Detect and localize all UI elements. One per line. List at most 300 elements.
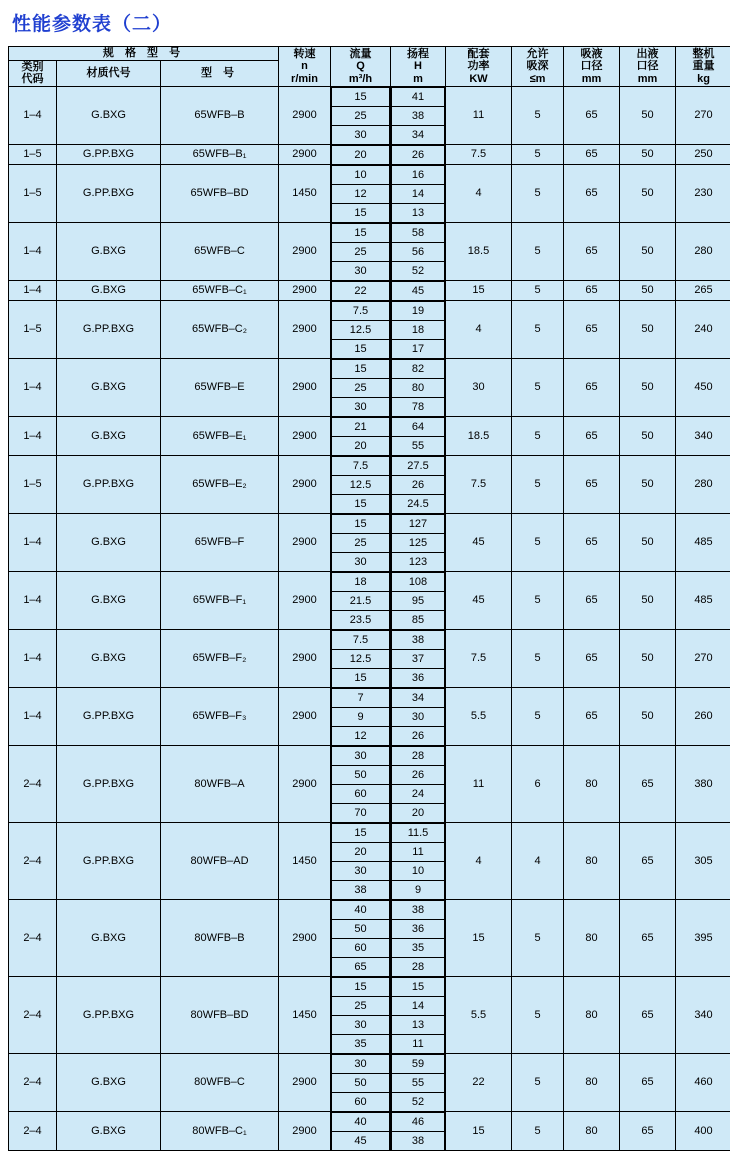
- cell-material-code: G.PP.BXG: [57, 164, 161, 222]
- cell-material-code: G.PP.BXG: [57, 745, 161, 822]
- cell-flow-value: 38: [332, 880, 390, 899]
- table-row: [9, 222, 730, 280]
- cell-category-code: 2–4: [9, 976, 57, 1053]
- cell-inlet: 65: [564, 687, 620, 745]
- cell-flow-value: 7: [332, 688, 390, 707]
- cell-weight: 260: [676, 687, 730, 745]
- cell-inlet: 65: [564, 280, 620, 300]
- cell-power: 18.5: [446, 416, 512, 455]
- cell-material-code: G.BXG: [57, 1053, 161, 1111]
- table-row: [9, 687, 730, 745]
- cell-flow-value: 50: [332, 1073, 390, 1092]
- header-row-1: [9, 47, 730, 61]
- cell-head-value: 19: [392, 301, 445, 320]
- table-row: [9, 1111, 730, 1150]
- cell-head-value: 55: [392, 1073, 445, 1092]
- cell-head: [391, 976, 446, 1053]
- table-row: [9, 455, 730, 513]
- cell-power: 7.5: [446, 629, 512, 687]
- cell-flow-value: 15: [332, 668, 390, 687]
- table-row: [9, 822, 730, 899]
- cell-head: [391, 822, 446, 899]
- cell-category-code: 2–4: [9, 745, 57, 822]
- cell-inlet: 65: [564, 144, 620, 164]
- cell-weight: 265: [676, 280, 730, 300]
- cell-head-value: 26: [392, 726, 445, 745]
- cell-category-code: 2–4: [9, 1053, 57, 1111]
- cell-head-value: 52: [392, 261, 445, 280]
- cell-flow: [331, 513, 391, 571]
- cell-model: 80WFB–C₁: [161, 1111, 279, 1150]
- cell-flow: [331, 86, 391, 144]
- cell-flow-value: 25: [332, 378, 390, 397]
- header-category-code: 类别 代码: [9, 60, 57, 86]
- cell-head-value: 55: [392, 436, 445, 455]
- cell-power: 4: [446, 164, 512, 222]
- cell-head: [391, 416, 446, 455]
- cell-model: 65WFB–C₂: [161, 300, 279, 358]
- cell-head-value: 123: [392, 552, 445, 571]
- cell-speed: 2900: [279, 358, 331, 416]
- cell-head: [391, 899, 446, 976]
- cell-flow-value: 7.5: [332, 630, 390, 649]
- cell-flow: [331, 222, 391, 280]
- cell-speed: 2900: [279, 1111, 331, 1150]
- cell-head-value: 58: [392, 223, 445, 242]
- cell-weight: 395: [676, 899, 730, 976]
- cell-head-value: 82: [392, 359, 445, 378]
- cell-speed: 2900: [279, 629, 331, 687]
- cell-power: 30: [446, 358, 512, 416]
- cell-weight: 450: [676, 358, 730, 416]
- cell-flow-value: 65: [332, 957, 390, 976]
- cell-category-code: 1–4: [9, 86, 57, 144]
- cell-head: [391, 358, 446, 416]
- table-row: [9, 513, 730, 571]
- cell-head: [391, 280, 446, 300]
- cell-flow-value: 18: [332, 572, 390, 591]
- cell-flow-value: 15: [332, 823, 390, 842]
- cell-model: 65WFB–F₃: [161, 687, 279, 745]
- cell-outlet: 50: [620, 513, 676, 571]
- cell-flow: [331, 1111, 391, 1150]
- table-row: [9, 86, 730, 144]
- cell-power: 11: [446, 745, 512, 822]
- cell-head-value: 46: [392, 1112, 445, 1131]
- cell-flow-value: 15: [332, 494, 390, 513]
- cell-inlet: 80: [564, 745, 620, 822]
- cell-flow: [331, 899, 391, 976]
- cell-weight: 340: [676, 976, 730, 1053]
- cell-power: 15: [446, 1111, 512, 1150]
- cell-inlet: 80: [564, 899, 620, 976]
- cell-outlet: 50: [620, 144, 676, 164]
- cell-flow: [331, 629, 391, 687]
- cell-model: 65WFB–F: [161, 513, 279, 571]
- table-row: [9, 358, 730, 416]
- cell-category-code: 2–4: [9, 899, 57, 976]
- cell-outlet: 50: [620, 222, 676, 280]
- cell-head: [391, 222, 446, 280]
- cell-power: 4: [446, 300, 512, 358]
- cell-flow-value: 25: [332, 242, 390, 261]
- cell-flow-value: 20: [332, 145, 390, 164]
- cell-head-value: 38: [392, 900, 445, 919]
- cell-head-value: 26: [392, 475, 445, 494]
- cell-category-code: 1–4: [9, 571, 57, 629]
- cell-material-code: G.BXG: [57, 513, 161, 571]
- cell-inlet: 65: [564, 513, 620, 571]
- cell-weight: 305: [676, 822, 730, 899]
- table-row: [9, 416, 730, 455]
- header-material-code: 材质代号: [57, 60, 161, 86]
- cell-material-code: G.PP.BXG: [57, 455, 161, 513]
- cell-head-value: 37: [392, 649, 445, 668]
- cell-head-value: 64: [392, 417, 445, 436]
- cell-inlet: 65: [564, 164, 620, 222]
- cell-flow-value: 30: [332, 1054, 390, 1073]
- cell-head-value: 85: [392, 610, 445, 629]
- cell-head-value: 30: [392, 707, 445, 726]
- cell-category-code: 1–4: [9, 513, 57, 571]
- cell-flow-value: 60: [332, 1092, 390, 1111]
- cell-flow-value: 15: [332, 223, 390, 242]
- header-suction: 允许 吸深 ≤m: [512, 47, 564, 87]
- cell-outlet: 50: [620, 300, 676, 358]
- cell-flow-value: 23.5: [332, 610, 390, 629]
- cell-weight: 240: [676, 300, 730, 358]
- cell-power: 45: [446, 571, 512, 629]
- cell-weight: 485: [676, 571, 730, 629]
- cell-head: [391, 300, 446, 358]
- cell-flow-value: 40: [332, 900, 390, 919]
- cell-head-value: 13: [392, 203, 445, 222]
- cell-weight: 400: [676, 1111, 730, 1150]
- cell-head-value: 14: [392, 184, 445, 203]
- cell-speed: 1450: [279, 164, 331, 222]
- cell-head: [391, 629, 446, 687]
- cell-category-code: 1–4: [9, 416, 57, 455]
- cell-suction: 6: [512, 745, 564, 822]
- cell-speed: 2900: [279, 1053, 331, 1111]
- cell-model: 65WFB–E₂: [161, 455, 279, 513]
- cell-suction: 5: [512, 300, 564, 358]
- cell-head-value: 11.5: [392, 823, 445, 842]
- cell-outlet: 65: [620, 745, 676, 822]
- cell-flow-value: 22: [332, 281, 390, 300]
- cell-head-value: 13: [392, 1015, 445, 1034]
- cell-flow: [331, 144, 391, 164]
- cell-category-code: 1–5: [9, 455, 57, 513]
- cell-flow-value: 70: [332, 803, 390, 822]
- cell-model: 65WFB–B: [161, 86, 279, 144]
- cell-power: 4: [446, 822, 512, 899]
- header-speed: 转速 n r/min: [279, 47, 331, 87]
- cell-head-value: 9: [392, 880, 445, 899]
- cell-model: 80WFB–B: [161, 899, 279, 976]
- cell-suction: 5: [512, 976, 564, 1053]
- cell-speed: 1450: [279, 976, 331, 1053]
- cell-outlet: 50: [620, 571, 676, 629]
- cell-model: 65WFB–E₁: [161, 416, 279, 455]
- cell-power: 15: [446, 899, 512, 976]
- cell-head-value: 20: [392, 803, 445, 822]
- cell-speed: 2900: [279, 513, 331, 571]
- cell-flow-value: 15: [332, 359, 390, 378]
- cell-head-value: 26: [392, 765, 445, 784]
- cell-model: 65WFB–E: [161, 358, 279, 416]
- cell-power: 18.5: [446, 222, 512, 280]
- cell-flow-value: 60: [332, 784, 390, 803]
- table-row: [9, 976, 730, 1053]
- cell-outlet: 50: [620, 280, 676, 300]
- cell-model: 65WFB–BD: [161, 164, 279, 222]
- cell-suction: 5: [512, 222, 564, 280]
- cell-category-code: 1–4: [9, 687, 57, 745]
- page-title: 性能参数表（二）: [8, 0, 722, 46]
- cell-inlet: 65: [564, 86, 620, 144]
- cell-suction: 5: [512, 629, 564, 687]
- cell-category-code: 1–4: [9, 280, 57, 300]
- cell-suction: 5: [512, 899, 564, 976]
- cell-outlet: 65: [620, 899, 676, 976]
- cell-flow-value: 30: [332, 1015, 390, 1034]
- cell-flow-value: 50: [332, 919, 390, 938]
- cell-speed: 2900: [279, 86, 331, 144]
- cell-speed: 2900: [279, 899, 331, 976]
- cell-category-code: 1–5: [9, 164, 57, 222]
- cell-suction: 5: [512, 86, 564, 144]
- cell-head-value: 24: [392, 784, 445, 803]
- cell-speed: 1450: [279, 822, 331, 899]
- cell-outlet: 65: [620, 976, 676, 1053]
- cell-suction: 5: [512, 455, 564, 513]
- cell-flow: [331, 416, 391, 455]
- cell-model: 65WFB–F₁: [161, 571, 279, 629]
- header-outlet: 出液 口径 mm: [620, 47, 676, 87]
- cell-head: [391, 455, 446, 513]
- cell-head-value: 38: [392, 630, 445, 649]
- cell-material-code: G.PP.BXG: [57, 976, 161, 1053]
- cell-flow: [331, 280, 391, 300]
- table-row: [9, 745, 730, 822]
- cell-flow-value: 35: [332, 1034, 390, 1053]
- cell-suction: 5: [512, 571, 564, 629]
- cell-suction: 4: [512, 822, 564, 899]
- cell-flow-value: 7.5: [332, 301, 390, 320]
- cell-inlet: 80: [564, 822, 620, 899]
- header-weight: 整机 重量 kg: [676, 47, 730, 87]
- cell-flow-value: 25: [332, 106, 390, 125]
- header-power: 配套 功率 KW: [446, 47, 512, 87]
- cell-flow-value: 20: [332, 842, 390, 861]
- cell-head-value: 125: [392, 533, 445, 552]
- cell-weight: 270: [676, 629, 730, 687]
- cell-speed: 2900: [279, 300, 331, 358]
- cell-flow-value: 30: [332, 746, 390, 765]
- cell-flow-value: 30: [332, 552, 390, 571]
- cell-inlet: 80: [564, 976, 620, 1053]
- cell-weight: 340: [676, 416, 730, 455]
- cell-flow-value: 25: [332, 996, 390, 1015]
- cell-category-code: 1–5: [9, 144, 57, 164]
- cell-head-value: 34: [392, 688, 445, 707]
- cell-inlet: 65: [564, 358, 620, 416]
- table-row: [9, 899, 730, 976]
- cell-head: [391, 571, 446, 629]
- cell-head-value: 16: [392, 165, 445, 184]
- cell-material-code: G.BXG: [57, 222, 161, 280]
- cell-flow-value: 25: [332, 533, 390, 552]
- cell-category-code: 1–4: [9, 629, 57, 687]
- cell-head-value: 38: [392, 1131, 445, 1150]
- cell-power: 7.5: [446, 455, 512, 513]
- cell-head-value: 108: [392, 572, 445, 591]
- cell-model: 80WFB–A: [161, 745, 279, 822]
- table-row: [9, 144, 730, 164]
- cell-head-value: 80: [392, 378, 445, 397]
- cell-flow-value: 60: [332, 938, 390, 957]
- cell-model: 80WFB–C: [161, 1053, 279, 1111]
- cell-flow-value: 12.5: [332, 320, 390, 339]
- cell-power: 11: [446, 86, 512, 144]
- cell-outlet: 50: [620, 455, 676, 513]
- cell-head-value: 127: [392, 514, 445, 533]
- cell-outlet: 50: [620, 629, 676, 687]
- cell-head-value: 34: [392, 125, 445, 144]
- cell-head: [391, 144, 446, 164]
- cell-power: 45: [446, 513, 512, 571]
- cell-power: 22: [446, 1053, 512, 1111]
- cell-category-code: 2–4: [9, 1111, 57, 1150]
- cell-weight: 460: [676, 1053, 730, 1111]
- cell-head-value: 14: [392, 996, 445, 1015]
- cell-outlet: 65: [620, 1053, 676, 1111]
- cell-material-code: G.BXG: [57, 571, 161, 629]
- cell-flow-value: 15: [332, 203, 390, 222]
- cell-flow-value: 7.5: [332, 456, 390, 475]
- cell-flow-value: 45: [332, 1131, 390, 1150]
- cell-material-code: G.BXG: [57, 358, 161, 416]
- cell-flow-value: 15: [332, 514, 390, 533]
- cell-flow: [331, 687, 391, 745]
- cell-power: 15: [446, 280, 512, 300]
- cell-model: 80WFB–BD: [161, 976, 279, 1053]
- cell-head-value: 95: [392, 591, 445, 610]
- header-inlet: 吸液 口径 mm: [564, 47, 620, 87]
- cell-flow: [331, 358, 391, 416]
- cell-flow-value: 10: [332, 165, 390, 184]
- cell-head-value: 28: [392, 746, 445, 765]
- cell-power: 5.5: [446, 976, 512, 1053]
- cell-category-code: 2–4: [9, 822, 57, 899]
- cell-weight: 485: [676, 513, 730, 571]
- cell-flow-value: 30: [332, 125, 390, 144]
- cell-speed: 2900: [279, 280, 331, 300]
- cell-inlet: 80: [564, 1053, 620, 1111]
- cell-suction: 5: [512, 1111, 564, 1150]
- cell-material-code: G.BXG: [57, 86, 161, 144]
- cell-flow: [331, 571, 391, 629]
- header-model: 型 号: [161, 60, 279, 86]
- cell-suction: 5: [512, 358, 564, 416]
- cell-model: 65WFB–B₁: [161, 144, 279, 164]
- cell-outlet: 50: [620, 86, 676, 144]
- cell-head-value: 35: [392, 938, 445, 957]
- cell-suction: 5: [512, 1053, 564, 1111]
- cell-head-value: 56: [392, 242, 445, 261]
- cell-category-code: 1–4: [9, 358, 57, 416]
- cell-head: [391, 745, 446, 822]
- cell-material-code: G.BXG: [57, 1111, 161, 1150]
- header-flow: 流量 Q m³/h: [331, 47, 391, 87]
- cell-speed: 2900: [279, 571, 331, 629]
- cell-flow-value: 40: [332, 1112, 390, 1131]
- cell-head-value: 52: [392, 1092, 445, 1111]
- cell-speed: 2900: [279, 745, 331, 822]
- cell-speed: 2900: [279, 687, 331, 745]
- cell-material-code: G.BXG: [57, 416, 161, 455]
- cell-material-code: G.PP.BXG: [57, 822, 161, 899]
- cell-flow-value: 20: [332, 436, 390, 455]
- cell-flow-value: 30: [332, 261, 390, 280]
- table-row: [9, 300, 730, 358]
- cell-flow: [331, 745, 391, 822]
- cell-speed: 2900: [279, 222, 331, 280]
- cell-flow-value: 12.5: [332, 475, 390, 494]
- cell-power: 7.5: [446, 144, 512, 164]
- performance-table: [8, 46, 730, 1151]
- cell-outlet: 50: [620, 358, 676, 416]
- cell-suction: 5: [512, 164, 564, 222]
- cell-head: [391, 1053, 446, 1111]
- cell-suction: 5: [512, 144, 564, 164]
- cell-model: 65WFB–C₁: [161, 280, 279, 300]
- cell-head: [391, 687, 446, 745]
- cell-weight: 280: [676, 222, 730, 280]
- cell-inlet: 65: [564, 455, 620, 513]
- cell-weight: 230: [676, 164, 730, 222]
- cell-head-value: 36: [392, 668, 445, 687]
- cell-suction: 5: [512, 513, 564, 571]
- cell-inlet: 65: [564, 629, 620, 687]
- cell-material-code: G.BXG: [57, 899, 161, 976]
- cell-material-code: G.BXG: [57, 629, 161, 687]
- cell-outlet: 65: [620, 1111, 676, 1150]
- cell-flow-value: 50: [332, 765, 390, 784]
- cell-head: [391, 164, 446, 222]
- cell-material-code: G.PP.BXG: [57, 144, 161, 164]
- cell-head-value: 78: [392, 397, 445, 416]
- cell-head-value: 41: [392, 87, 445, 106]
- cell-suction: 5: [512, 416, 564, 455]
- header-spec-group: 规 格 型 号: [9, 47, 279, 61]
- cell-flow: [331, 300, 391, 358]
- cell-weight: 270: [676, 86, 730, 144]
- cell-flow: [331, 1053, 391, 1111]
- cell-head-value: 27.5: [392, 456, 445, 475]
- cell-model: 80WFB–AD: [161, 822, 279, 899]
- cell-power: 5.5: [446, 687, 512, 745]
- cell-head-value: 17: [392, 339, 445, 358]
- cell-head: [391, 86, 446, 144]
- cell-weight: 380: [676, 745, 730, 822]
- table-head: [9, 47, 730, 87]
- cell-head-value: 24.5: [392, 494, 445, 513]
- cell-flow-value: 12.5: [332, 649, 390, 668]
- cell-flow-value: 9: [332, 707, 390, 726]
- cell-head-value: 38: [392, 106, 445, 125]
